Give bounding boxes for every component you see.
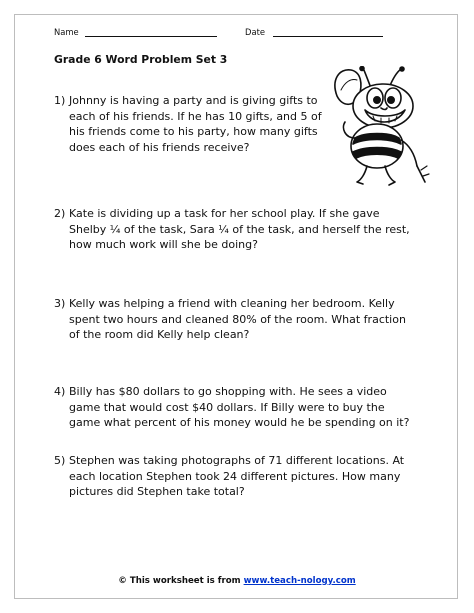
problem-line: Kelly was helping a friend with cleaning her bedroom. Kelly [69, 297, 395, 310]
problem-number: 3) [54, 297, 66, 310]
problem-number: 4) [54, 385, 66, 398]
name-date-header [54, 27, 394, 41]
problem-number: 2) [54, 207, 66, 220]
problem-line: does each of his friends receive? [69, 141, 250, 155]
problem-line: how much work will she be doing? [69, 238, 258, 252]
problem-3 [54, 296, 406, 343]
problem-line: Johnny is having a party and is giving gifts to [69, 94, 318, 107]
problem-line: his friends come to his party, how many gifts [69, 125, 318, 139]
worksheet-title: Grade 6 Word Problem Set 3 [54, 53, 228, 66]
problem-4 [54, 384, 409, 431]
cartoon-bee-icon [331, 66, 433, 190]
problem-line: Stephen was taking photographs of 71 different locations. At [69, 454, 405, 467]
problem-line: Billy has $80 dollars to go shopping with. He sees a video [69, 385, 387, 398]
problem-line: pictures did Stephen take total? [69, 485, 245, 499]
problem-1 [54, 93, 322, 156]
date-label: Date [245, 27, 266, 37]
problem-line: Kate is dividing up a task for her school play. If she gave [69, 207, 380, 220]
footer-link[interactable]: www.teach-nology.com [243, 576, 356, 586]
problem-line: game what percent of his money would he be spending on it? [69, 416, 410, 430]
problem-number: 5) [54, 454, 66, 467]
problem-number: 1) [54, 94, 66, 107]
footer-text: © This worksheet is from [118, 576, 244, 586]
problem-2 [54, 206, 410, 253]
problem-line: Shelby ¼ of the task, Sara ¼ of the task, and herself the rest, [69, 222, 410, 236]
problem-line: each location Stephen took 24 different pictures. How many [69, 469, 401, 483]
problem-line: of the room did Kelly help clean? [69, 328, 250, 342]
footer-credit [0, 576, 474, 586]
problem-line: spent two hours and cleaned 80% of the room. What fraction [69, 312, 406, 326]
problem-line: game that would cost $40 dollars. If Billy were to buy the [69, 400, 385, 414]
name-field[interactable] [85, 36, 217, 37]
problem-5 [54, 453, 404, 500]
date-field[interactable] [273, 36, 383, 37]
problem-line: each of his friends. If he has 10 gifts, and 5 of [69, 109, 322, 123]
name-label: Name [54, 27, 79, 37]
